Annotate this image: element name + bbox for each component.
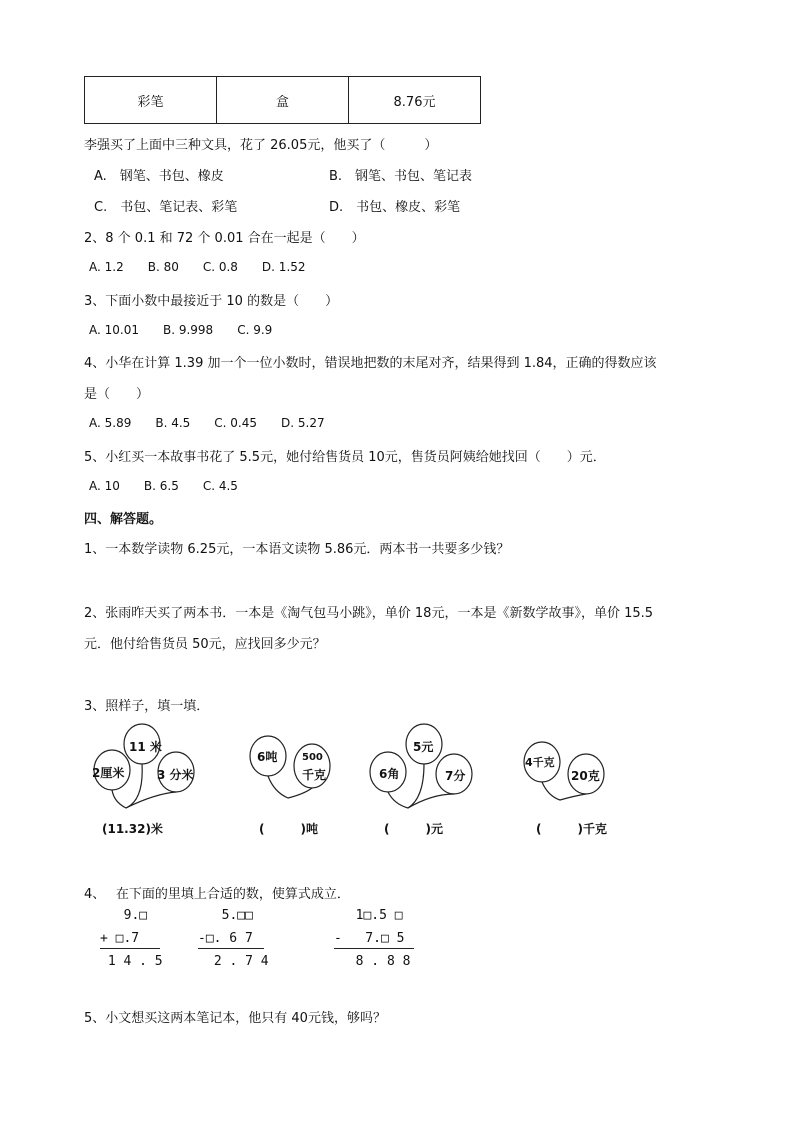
- balloon-label: 2厘米: [92, 766, 125, 780]
- balloon-label: 7分: [445, 769, 466, 783]
- q4-line1: 4、小华在计算 1.39 加一个一位小数时，错误地把数的末尾对齐，结果得到 1.84，正确的得数应该: [84, 356, 657, 371]
- calc-3-top: 1□.5 □: [340, 908, 403, 923]
- solve-2-line1: 2、张雨昨天买了两本书．一本是《淘气包马小跳》，单价 18元，一本是《新数学故事》，单价 15.5: [84, 606, 654, 621]
- calc-1-result: 1 4 . 5: [100, 954, 163, 969]
- calc-3-mid: - 7.□ 5: [334, 931, 405, 946]
- solve-4: 4、 在下面的里填上合适的数，使算式成立．: [84, 887, 350, 902]
- q3-stem: 3、下面小数中最接近于 10 的数是（ ）: [84, 294, 339, 309]
- q1-stem: 李强买了上面中三种文具，花了 26.05元，他买了（ ）: [84, 138, 438, 153]
- balloon-label: 6角: [379, 767, 400, 781]
- calc-1-mid: + □.7: [100, 931, 140, 946]
- table-cell-unit: 盒: [217, 77, 349, 124]
- table-cell-price: 8.76元: [349, 77, 481, 124]
- table-row: [85, 77, 481, 124]
- solve-2-line2: 元．他付给售货员 50元，应找回多少元？: [84, 637, 326, 652]
- balloon-label: 20克: [571, 769, 600, 783]
- calc-2-line: [198, 948, 264, 949]
- calc-1-line: [100, 948, 160, 949]
- price-table: [84, 76, 481, 124]
- q3-options: A. 10.01 B. 9.998 C. 9.9: [89, 323, 273, 337]
- balloon-answer: ( )吨: [259, 822, 318, 836]
- balloon-label: 6吨: [257, 750, 278, 764]
- q5-stem: 5、小红买一本故事书花了 5.5元，她付给售货员 10元，售货员阿姨给她找回（ ）元．: [84, 450, 606, 465]
- calc-3-line: [334, 948, 414, 949]
- balloon-label: 5元: [413, 740, 434, 754]
- calc-2-result: 2 . 7 4: [206, 954, 269, 969]
- q1-option-b: B. 钢笔、书包、笔记表: [329, 169, 473, 184]
- q5-options: A. 10 B. 6.5 C. 4.5: [89, 479, 238, 493]
- calc-2-top: 5.□□: [206, 908, 253, 923]
- solve-5: 5、小文想买这两本笔记本，他只有 40元钱，够吗？: [84, 1011, 386, 1026]
- q2-options: A. 1.2 B. 80 C. 0.8 D. 1.52: [89, 260, 306, 274]
- balloon-label: 千克: [302, 768, 327, 782]
- calc-2-mid: -□. 6 7: [198, 931, 253, 946]
- calc-1-top: 9.□: [108, 908, 148, 923]
- q1-option-a: A. 钢笔、书包、橡皮: [94, 169, 224, 184]
- q1-option-d: D. 书包、橡皮、彩笔: [329, 200, 461, 215]
- q1-option-c: C. 书包、笔记表、彩笔: [94, 200, 238, 215]
- balloon-label: 4千克: [525, 756, 555, 769]
- balloon-answer: ( )千克: [536, 822, 607, 836]
- q4-line2: 是（ ）: [84, 387, 150, 402]
- solve-3: 3、照样子，填一填．: [84, 699, 210, 714]
- balloon-label: 3 分米: [157, 768, 194, 782]
- solve-1: 1、一本数学读物 6.25元，一本语文读物 5.86元．两本书一共要多少钱？: [84, 542, 510, 557]
- q2-stem: 2、8 个 0.1 和 72 个 0.01 合在一起是（ ）: [84, 231, 365, 246]
- balloon-label: 11 米: [129, 740, 162, 754]
- table-cell-item: 彩笔: [85, 77, 217, 124]
- balloon-answer: ( )元: [384, 822, 443, 836]
- balloon-label: 500: [302, 752, 323, 763]
- calc-3-result: 8 . 8 8: [340, 954, 411, 969]
- balloon-answer: (11.32)米: [102, 822, 163, 836]
- section-title: 四、解答题。: [84, 512, 163, 527]
- q4-options: A. 5.89 B. 4.5 C. 0.45 D. 5.27: [89, 416, 325, 430]
